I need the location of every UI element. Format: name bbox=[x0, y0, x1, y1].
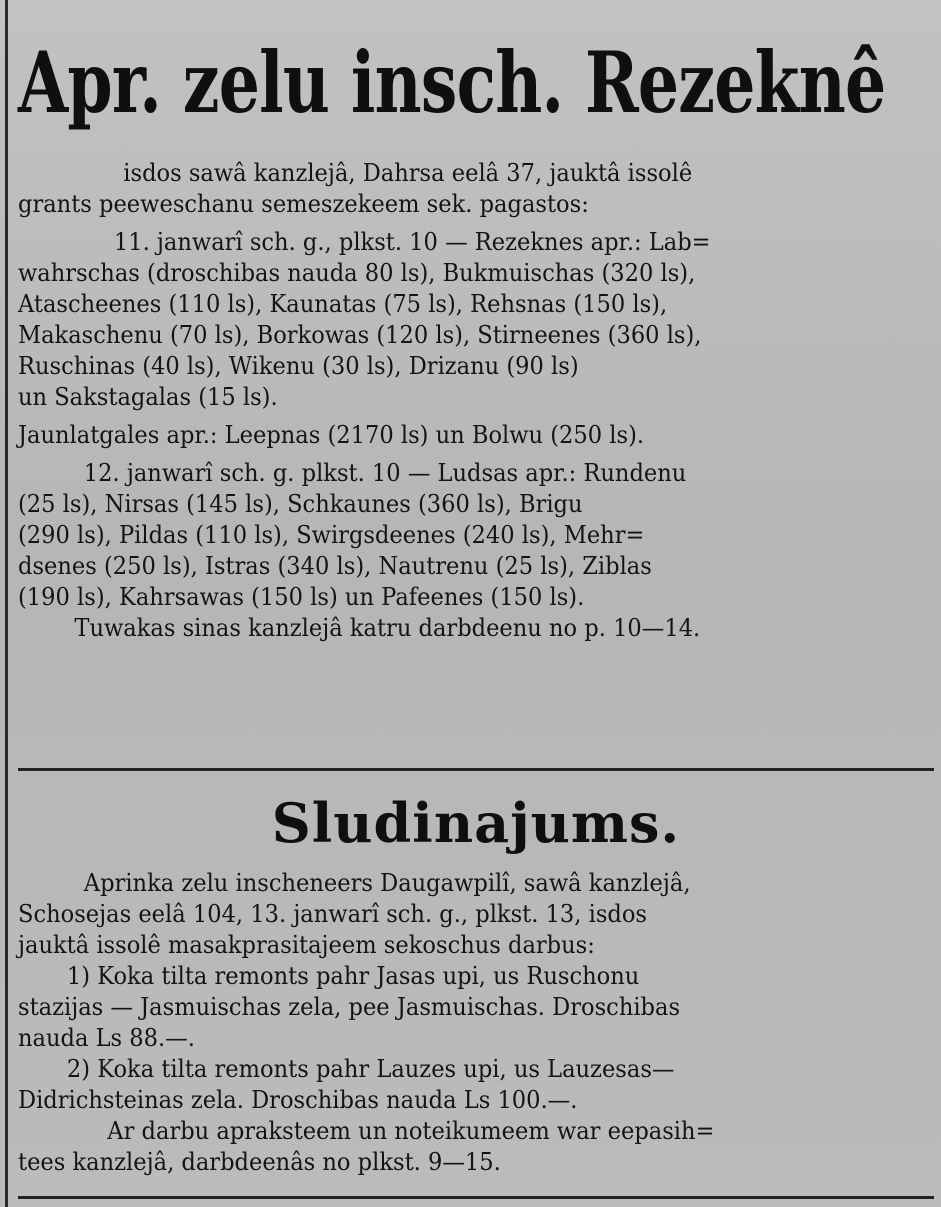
notice-line: un Sakstagalas (15 ls). bbox=[18, 383, 278, 411]
section-divider bbox=[18, 768, 934, 771]
notice-line: wahrschas (droschibas nauda 80 ls), Bukmuischas (320 ls), bbox=[18, 259, 696, 287]
notice-line: isdos sawâ kanzlejâ, Dahrsa eelâ 37, jauktâ issolê bbox=[123, 159, 693, 187]
announcement-headline: Sludinajums. bbox=[271, 791, 681, 855]
announcement-line: Schosejas eelâ 104, 13. janwarî sch. g., plkst. 13, isdos bbox=[18, 900, 648, 928]
notice-headline: Apr. zelu insch. Rezeknê bbox=[18, 33, 886, 132]
left-column-rule bbox=[5, 0, 8, 1207]
notice-line: (190 ls), Kahrsawas (150 ls) un Pafeenes (150 ls). bbox=[18, 583, 585, 611]
notice-line: Atascheenes (110 ls), Kaunatas (75 ls), Rehsnas (150 ls), bbox=[18, 290, 668, 318]
notice-line: 11. janwarî sch. g., plkst. 10 — Rezeknes apr.: Lab= bbox=[113, 228, 711, 256]
bottom-divider bbox=[18, 1196, 934, 1199]
announcement-line: stazijas — Jasmuischas zela, pee Jasmuischas. Droschibas bbox=[18, 993, 681, 1021]
road-engineer-rezekne-notice bbox=[18, 8, 934, 644]
notice-line: dsenes (250 ls), Istras (340 ls), Nautrenu (25 ls), Ziblas bbox=[18, 552, 652, 580]
announcement-line: 1) Koka tilta remonts pahr Jasas upi, us Ruschonu bbox=[66, 962, 640, 990]
announcement-line: tees kanzlejâ, darbdeenâs no plkst. 9—15. bbox=[18, 1148, 501, 1176]
notice-line: (25 ls), Nirsas (145 ls), Schkaunes (360 ls), Brigu bbox=[18, 490, 583, 518]
notice-line: Tuwakas sinas kanzlejâ katru darbdeenu no p. 10—14. bbox=[74, 614, 701, 642]
notice-line: (290 ls), Pildas (110 ls), Swirgsdeenes (240 ls), Mehr= bbox=[18, 521, 645, 549]
announcement-line: nauda Ls 88.—. bbox=[18, 1024, 195, 1052]
notice-line: Makaschenu (70 ls), Borkowas (120 ls), Stirneenes (360 ls), bbox=[18, 321, 702, 349]
notice-line: 12. janwarî sch. g. plkst. 10 — Ludsas apr.: Rundenu bbox=[83, 459, 687, 487]
announcement-line: Ar darbu aprakstеem un noteikumeem war eepasih= bbox=[107, 1117, 715, 1145]
notice-line: grants peeweschanu semeszekeem sek. pagastos: bbox=[18, 190, 589, 218]
announcement-line: Didrichsteinas zela. Droschibas nauda Ls 100.—. bbox=[18, 1086, 578, 1114]
announcement-line: Aprinka zelu inscheneers Daugawpilî, sawâ kanzlejâ, bbox=[83, 869, 691, 897]
notice-line: Ruschinas (40 ls), Wikenu (30 ls), Drizanu (90 ls) bbox=[18, 352, 579, 380]
announcement-line: 2) Koka tilta remonts pahr Lauzes upi, us Lauzesas— bbox=[66, 1055, 675, 1083]
announcement-line: jauktâ issolê masakprasitajeem sekoschus darbus: bbox=[18, 931, 595, 959]
announcement-notice bbox=[18, 778, 934, 1178]
notice-line: Jaunlatgales apr.: Leepnas (2170 ls) un Bolwu (250 ls). bbox=[18, 421, 645, 449]
